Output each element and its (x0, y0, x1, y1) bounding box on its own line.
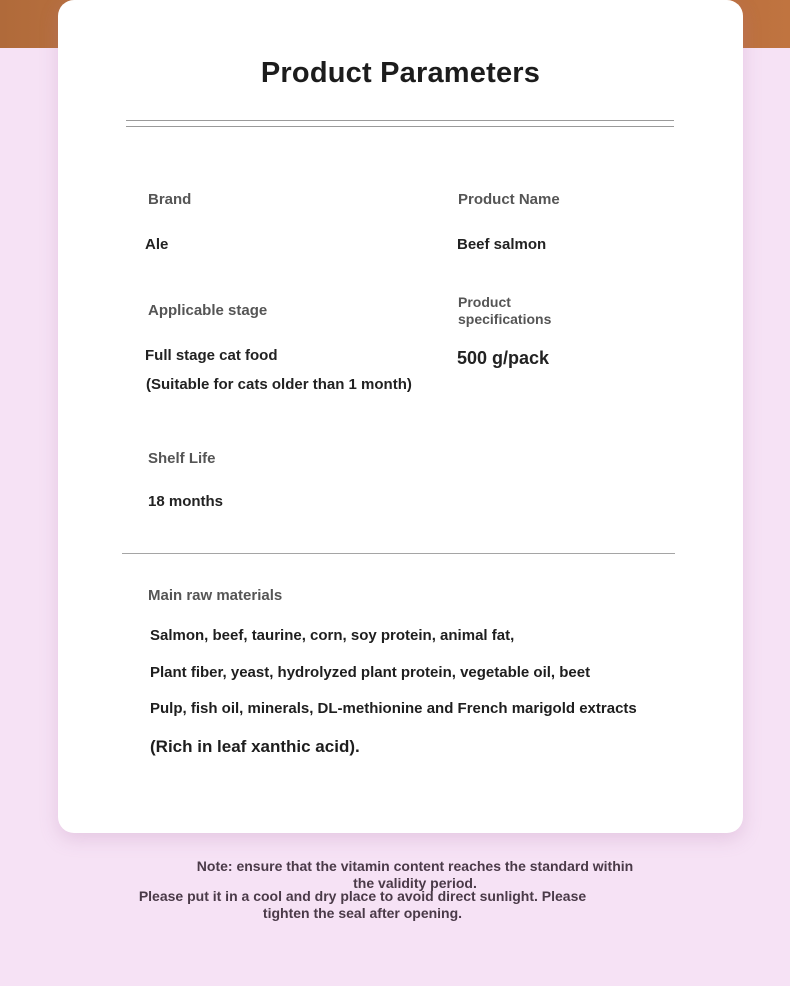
page-title: Product Parameters (260, 57, 541, 89)
shelf-life-value: 18 months (148, 493, 224, 510)
section-divider (122, 553, 675, 554)
title-divider (126, 120, 674, 127)
applicable-stage-value-line2: (Suitable for cats older than 1 month) (146, 376, 412, 393)
materials-line: Pulp, fish oil, minerals, DL-methionine and French marigold extracts (150, 700, 637, 717)
shelf-life-label: Shelf Life (148, 450, 216, 467)
materials-line: (Rich in leaf xanthic acid). (150, 737, 360, 756)
note-line-3: Please put it in a cool and dry place to avoid direct sunlight. Please (138, 888, 587, 904)
product-name-value: Beef salmon (457, 236, 547, 253)
product-name-label: Product Name (458, 191, 560, 208)
specifications-label-line2: specifications (458, 311, 552, 327)
specifications-label-line1: Product (458, 294, 511, 310)
materials-line: Plant fiber, yeast, hydrolyzed plant protein, vegetable oil, beet (150, 664, 591, 681)
specifications-value: 500 g/pack (457, 348, 550, 368)
brand-label: Brand (148, 191, 192, 208)
applicable-stage-label: Applicable stage (148, 302, 268, 319)
product-parameters-card (58, 0, 743, 833)
note-line-1: Note: ensure that the vitamin content reaches the standard within (196, 858, 634, 874)
note-line-2: the validity period. (353, 875, 477, 891)
applicable-stage-value-line1: Full stage cat food (145, 347, 278, 364)
note-line-4: tighten the seal after opening. (262, 905, 463, 921)
materials-label: Main raw materials (148, 587, 283, 604)
brand-value: Ale (145, 236, 169, 253)
bottom-strip (0, 986, 790, 1000)
materials-line: Salmon, beef, taurine, corn, soy protein, animal fat, (150, 627, 515, 644)
